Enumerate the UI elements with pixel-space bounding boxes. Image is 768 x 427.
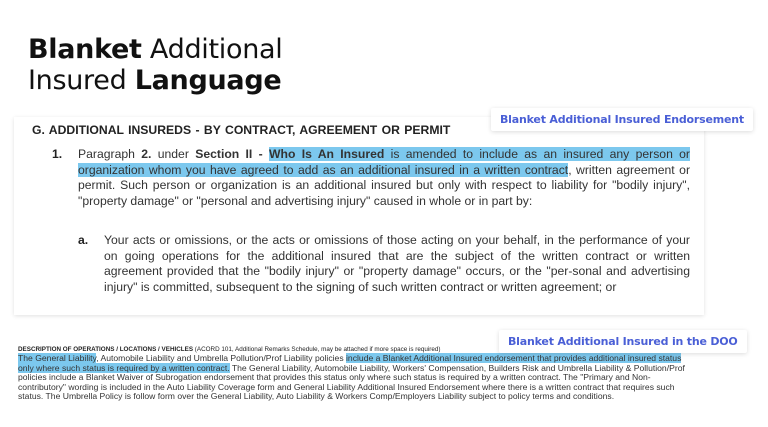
text-run-bold: Section II - [195, 147, 269, 161]
doo-body [18, 354, 690, 402]
section-heading: G. ADDITIONAL INSUREDS - BY CONTRACT, AGREEMENT OR PERMIT [32, 123, 451, 137]
highlighted-text: Who Is An Insured [269, 147, 385, 161]
text-run: The General Liability, Automobile Liability, Workers' Compensation, Builders Risk and Umbrella Liability & Pollution/Prof policies include a Blanket Waiver of Subrogation endorsement that provides this status only where such status is required by a written contract. The "Primary and Non-contributory" wording is included in the Auto Liability Coverage form and General Liability Additional Insured Endorsement where there is a written contract that requires such status. The Umbrella Policy is follow form over the General Liability, Auto Liability & Workers Comp/Employers Liability subject to policy terms and conditions. [18, 362, 685, 402]
title-word-additional: Additional [141, 34, 283, 65]
title-word-language: Language [134, 65, 282, 96]
item-number: 1. [52, 147, 63, 161]
text-run: , Automobile Liability and Umbrella Pollution/Prof Liability policies [96, 353, 347, 363]
sub-item-label: a. [78, 233, 89, 247]
doo-heading-bold: DESCRIPTION OF OPERATIONS / LOCATIONS / VEHICLES [18, 346, 194, 353]
endorsement-document-excerpt [14, 117, 704, 315]
title-word-insured: Insured [28, 65, 135, 96]
callout-endorsement: Blanket Additional Insured Endorsement [491, 108, 753, 131]
highlighted-text: The General Liability [18, 353, 97, 363]
certificate-doo-excerpt [18, 346, 698, 416]
highlighted-text: is amended to include as an insured any person or organization whom you have agreed to add as an additional insured in a written contract [78, 147, 690, 177]
text-run: Paragraph [78, 147, 142, 161]
text-run: , written agreement or permit. Such person or organization is an additional insured but only with respect to liability for "bodily injury", "property damage" or "personal and advertising injury" caused in whole or in part by: [78, 162, 690, 208]
title-word-blanket: Blanket [28, 34, 142, 65]
doo-heading-note: (ACORD 101, Additional Remarks Schedule, may be attached if more space is required) [193, 346, 441, 353]
callout-doo: Blanket Additional Insured in the DOO [499, 330, 747, 353]
text-run: under [151, 147, 196, 161]
highlighted-text: include a Blanket Additional Insured endorsement that provides additional insured status only where such status is required by a written contract. [18, 353, 682, 373]
endorsement-paragraph [78, 147, 690, 209]
text-run-bold: 2. [141, 147, 152, 161]
sub-item-text: Your acts or omissions, or the acts or omissions of those acting on your behalf, in the performance of your on going operations for the additional insured that are the subject of the written contract or written agreement provided that the "bodily injury" or "property damage" occurs, or the "per-sonal and advertising injury" is committed, subsequent to the signing of such written contract or written agreement; or [104, 233, 690, 294]
slide-title [28, 34, 282, 96]
